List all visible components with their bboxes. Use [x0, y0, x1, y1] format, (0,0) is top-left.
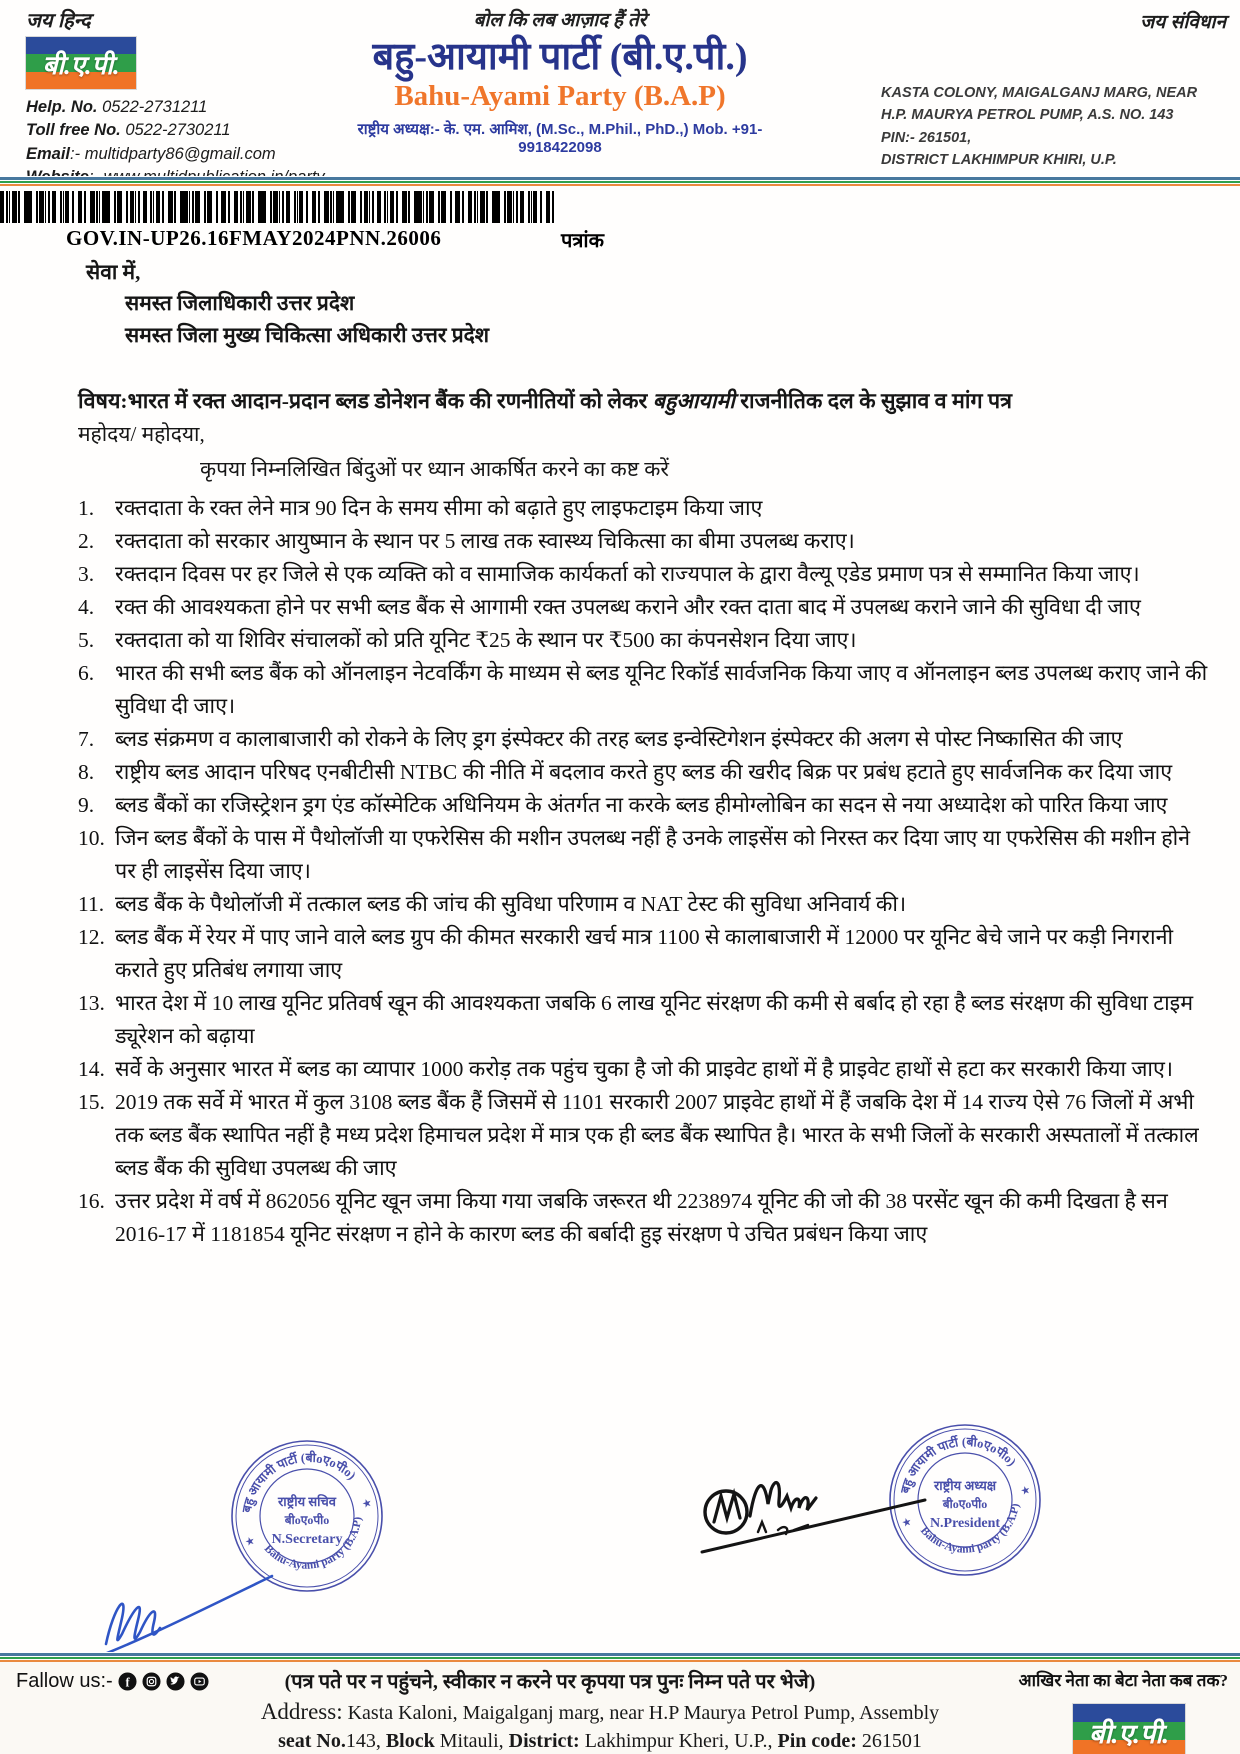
greeting: महोदय/ महोदया, [78, 422, 205, 446]
follow-label: Fallow us:- [16, 1670, 113, 1692]
footer-address-line2: seat No.143, Block Mitauli, District: Lakhimpur Kheri, U.P., Pin code: 261501 [278, 1729, 922, 1752]
list-item: रक्तदान दिवस पर हर जिले से एक व्यक्ति को व सामाजिक कार्यकर्ता को राज्यपाल के द्वारा वैल्यू एडेड प्रमाण पत्र से सम्मानित किया जाए। [115, 562, 1140, 586]
stamp-star-right: ★ [360, 1496, 374, 1512]
stamp-role: N.President [929, 1516, 1001, 1531]
stamp-star-right: ★ [1019, 1483, 1032, 1499]
stamp-arc-top: बहु आयामी पार्टी (बीoएoपीo) [239, 1450, 359, 1514]
stamp-arc-bottom: Bahu-Ayami party (B.A.P) [917, 1502, 1022, 1556]
logo-text: बी.ए.पी. [1089, 1719, 1169, 1749]
list-item: 2019 तक सर्वे में भारत में कुल 3108 ब्लड बैंक हैं जिसमें से 1101 सरकारी 2007 प्राइवेट हाथों में हैं जबकि देश में 14 राज्य ऐसे 76 जिलों में अभी तक ब्लड बैंक स्थापित नहीं है मध्य प्रदेश हिमाचल प्रदेश में मात्र एक ही ब्लड बैंक स्थापित है। भारत के सभी जिलों के सरकारी अस्पतालों में तत्काल ब्लड बैंक की सुविधा उपलब्ध की जाए [115, 1090, 1199, 1180]
list-item: भारत देश में 10 लाख यूनिट प्रतिवर्ष खून की आवश्यकता जबकि 6 लाख यूनिट संरक्षण की कमी से बर्बाद हो रहा है ब्लड संरक्षण की सुविधा टाइम ड्यूरेशन को बढ़ाया [115, 991, 1194, 1048]
header-center [330, 6, 790, 156]
footer-address [230, 1696, 970, 1754]
footer-address-line1: Address: Kasta Kaloni, Maigalganj marg, near H.P Maurya Petrol Pump, Assembly [260, 1699, 940, 1724]
follow-us [16, 1670, 209, 1693]
party-name-hindi: बहु-आयामी पार्टी (बी.ए.पी.) [372, 36, 748, 78]
reference-code: GOV.IN-UP26.16FMAY2024PNN.26006 [66, 226, 442, 250]
footer-logo [1073, 1704, 1185, 1754]
stamp-role: N.Secretary [271, 1532, 343, 1547]
stamp-arc-bottom: Bahu-Ayami party (B.A.P) [261, 1516, 365, 1572]
stamp-subtitle: बीoएoपीo [942, 1497, 988, 1511]
footer-tagline: आखिर नेता का बेटा नेता कब तक? [1018, 1671, 1228, 1690]
list-item: ब्लड बैंक के पैथोलॉजी में तत्काल ब्लड की जांच की सुविधा परिणाम व NAT टेस्ट की सुविधा अनिवार्य की। [115, 892, 907, 916]
demand-list [78, 492, 1213, 1251]
addressee-2: समस्त जिला मुख्य चिकित्सा अधिकारी उत्तर प्रदेश [125, 323, 490, 347]
center-slogan: बोल कि लब आज़ाद हैं तेरे [473, 10, 647, 31]
return-notice: (पत्र पते पर न पहुंचने, स्वीकार न करने पर कृपया पत्र पुनः निम्न पते पर भेजे) [284, 1671, 816, 1693]
request-line: कृपया निम्नलिखित बिंदुओं पर ध्यान आकर्षित करने का कष्ट करें [200, 457, 669, 481]
list-item: ब्लड संक्रमण व कालाबाजारी को रोकने के लिए ड्रग इंस्पेक्टर की तरह ब्लड इन्वेस्टिगेशन इंस्पेक्टर की अलग से पोस्ट निष्कासित की जाए [115, 727, 1123, 751]
addressee-1: समस्त जिलाधिकारी उत्तर प्रदेश [125, 291, 355, 315]
logo-text: बी.ए.पी. [42, 51, 120, 80]
header-right [796, 8, 1226, 172]
list-item: भारत की सभी ब्लड बैंक को ऑनलाइन नेटवर्किंग के माध्यम से ब्लड यूनिट रिकॉर्ड सार्वजनिक किया जाए व ऑनलाइन ब्लड उपलब्ध कराए जाने की सुविधा दी जाए। [115, 661, 1208, 718]
party-logo [26, 37, 136, 89]
list-item: जिन ब्लड बैंकों के पास में पैथोलॉजी या एफरेसिस की मशीन उपलब्ध नहीं है उनके लाइसेंस को निरस्त कर दिया जाए या एफरेसिस की मशीन होने पर ही लाइसेंस दिया जाए। [115, 826, 1191, 883]
email-line[interactable]: Email:- multidparty86@gmail.com [26, 144, 276, 163]
right-slogan: जय संविधान [1140, 12, 1226, 33]
header-left [26, 6, 326, 190]
stamp-title: राष्ट्रीय अध्यक्ष [933, 1478, 997, 1493]
list-item: उत्तर प्रदेश में वर्ष में 862056 यूनिट खून जमा किया गया जबकि जरूरत थी 2238974 यूनिट की जो की 38 परसेंट खून की कमी दिखता है सन 2016-17 में 1181854 यूनिट संरक्षण न होने के कारण ब्लड की बर्बादी हुइ संरक्षण पे उचित प्रबंधन किया जाए [115, 1189, 1168, 1246]
president-line: राष्ट्रीय अध्यक्ष:- के. एम. आमिश, (M.Sc., M.Phil., PhD.,) Mob. +91-9918422098 [357, 120, 763, 156]
list-item: रक्तदाता को सरकार आयुष्मान के स्थान पर 5 लाख तक स्वास्थ्य चिकित्सा का बीमा उपलब्ध कराए। [115, 529, 855, 553]
twitter-icon[interactable] [166, 1672, 185, 1691]
header-divider [0, 176, 1240, 186]
patrank-label: पत्रांक [561, 230, 604, 252]
list-item: रक्तदाता को या शिविर संचालकों को प्रति यूनिट ₹25 के स्थान पर ₹500 का कंपनसेशन दिया जाए। [115, 628, 857, 652]
subject-line: विषय:भारत में रक्त आदान-प्रदान ब्लड डोनेशन बैंक की रणनीतियों को लेकर बहुआयामी राजनीतिक दल के सुझाव व मांग पत्र [78, 389, 1013, 413]
instagram-icon[interactable] [142, 1672, 161, 1691]
list-item: ब्लड बैंक में रेयर में पाए जाने वाले ब्लड ग्रुप की कीमत सरकारी खर्च मात्र 1100 से कालाबाजारी में 12000 पर यूनिट बेचे जाने पर कड़ी निगरानी कराते हुए प्रतिबंध लगाया जाए [115, 925, 1174, 982]
party-name-english: Bahu-Ayami Party (B.A.P) [394, 79, 726, 112]
stamp-subtitle: बीoएoपीo [284, 1513, 330, 1527]
barcode [0, 191, 558, 223]
salutation: सेवा में, [86, 260, 141, 284]
left-slogan: जय हिन्द [26, 10, 91, 32]
svg-text:f: f [125, 1675, 130, 1690]
list-item: रक्त की आवश्यकता होने पर सभी ब्लड बैंक से आगामी रक्त उपलब्ध कराने और रक्त दाता बाद में उपलब्ध कराने जाने की सुविधा दी जाए [115, 595, 1141, 619]
list-item: राष्ट्रीय ब्लड आदान परिषद एनबीटीसी NTBC की नीति में बदलाव करते हुए ब्लड की खरीद बिक्र पर प्रबंध हटाते हुए सार्वजनिक कर दिया जाए [115, 760, 1173, 784]
tollfree-line: Toll free No. 0522-2730211 [26, 121, 231, 140]
footer-divider [0, 1652, 1240, 1662]
stamp-star-left: ★ [243, 1534, 257, 1550]
stamp-star-left: ★ [900, 1515, 914, 1530]
list-item: रक्तदाता के रक्त लेने मात्र 90 दिन के समय सीमा को बढ़ाते हुए लाइफटाइम किया जाए [115, 496, 763, 520]
header-address: KASTA COLONY, MAIGALGANJ MARG, NEAR H.P. MAURYA PETROL PUMP, A.S. NO. 143 PIN:- 261501, DISTRICT LAKHIMPUR KHIRI, U.P. [881, 85, 1198, 169]
facebook-icon[interactable] [118, 1672, 137, 1691]
president-signature [690, 1452, 940, 1567]
stamp-arc-top: बहु आयामी पार्टी (बीoएoपीo) [898, 1434, 1019, 1495]
stamp-title: राष्ट्रीय सचिव [277, 1494, 337, 1509]
list-item: ब्लड बैंकों का रजिस्ट्रेशन ड्रग एंड कॉस्मेटिक अधिनियम के अंतर्गत ना करके ब्लड हीमोग्लोबिन का सदन से नया अध्यादेश को पारित किया जाए [115, 793, 1168, 817]
list-item: सर्वे के अनुसार भारत में ब्लड का व्यापार 1000 करोड़ तक पहुंच चुका है जो की प्राइवेट हाथों में है प्राइवेट हाथों से हटा कर सरकारी किया जाए। [115, 1057, 1173, 1081]
secretary-signature [88, 1562, 278, 1662]
help-line: Help. No. 0522-2731211 [26, 98, 208, 116]
youtube-icon[interactable] [190, 1672, 209, 1691]
